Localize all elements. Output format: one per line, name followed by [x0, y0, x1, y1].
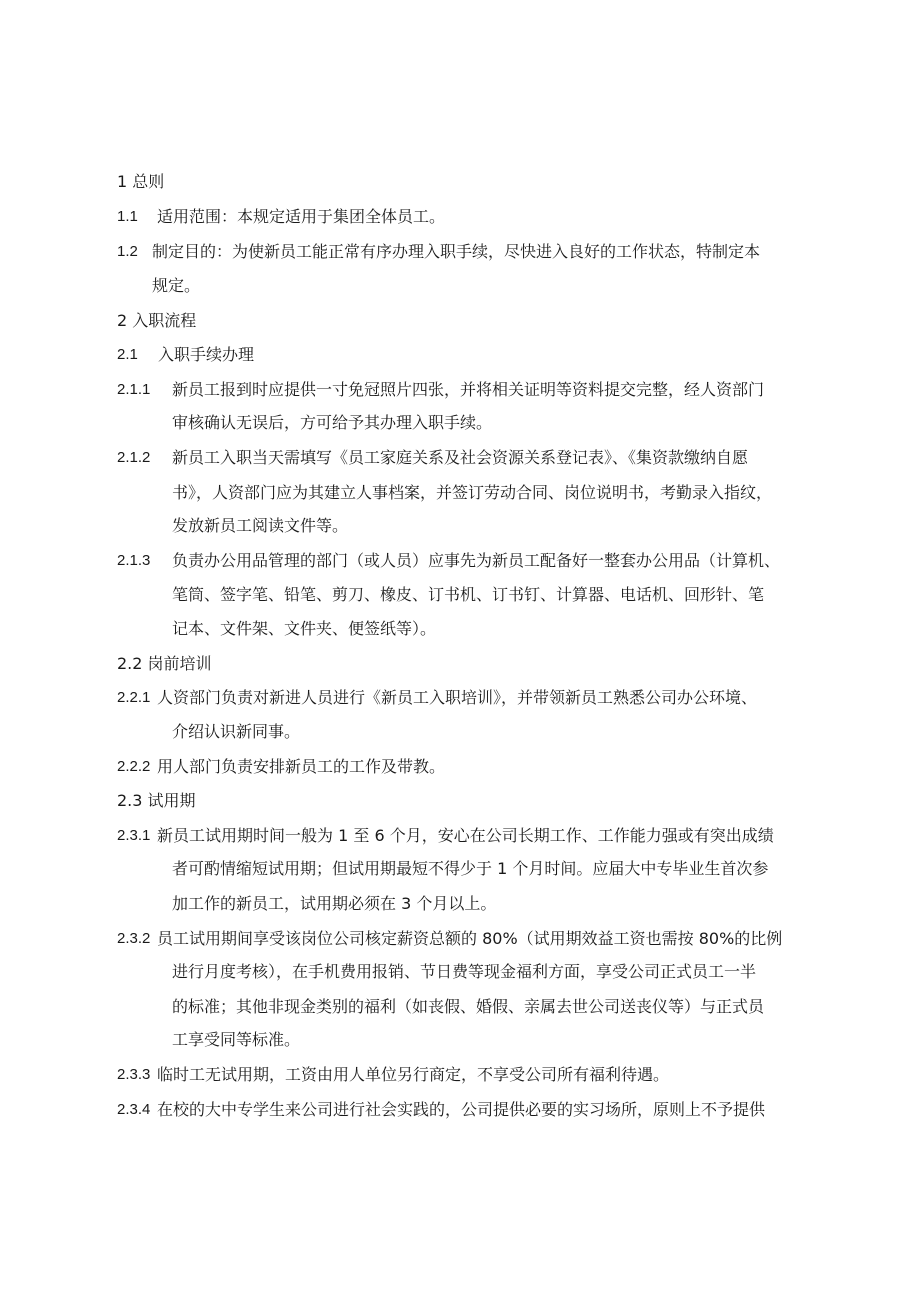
section-title: 2 入职流程 — [117, 311, 197, 330]
clause-number: 1.2 — [117, 243, 138, 260]
clause-text: 介绍认识新同事。 — [172, 722, 301, 741]
clause-number: 2.3.4 — [117, 1101, 151, 1118]
clause-text: 规定。 — [152, 276, 201, 295]
clause-text: 新员工入职当天需填写《员工家庭关系及社会资源关系登记表》、《集资款缴纳自愿 — [172, 448, 749, 467]
clause-text: 新员工报到时应提供一寸免冠照片四张，并将相关证明等资料提交完整，经人资部门 — [172, 380, 765, 399]
subsection-title: 2.2 岗前培训 — [117, 654, 212, 673]
clause-number: 2.2.1 — [117, 689, 151, 706]
clause-text: 发放新员工阅读文件等。 — [172, 516, 349, 535]
clause-text: 加工作的新员工，试用期必须在 3 个月以上。 — [172, 894, 497, 913]
clause-number: 2.3.3 — [117, 1066, 151, 1083]
clause-text: 进行月度考核），在手机费用报销、节日费等现金福利方面，享受公司正式员工一半 — [172, 962, 757, 981]
clause-text: 负责办公用品管理的部门（或人员）应事先为新员工配备好一整套办公用品（计算机、 — [172, 551, 781, 570]
subsection-number: 2.1 — [117, 346, 138, 363]
clause-number: 2.2.2 — [117, 758, 151, 775]
clause-text: 的标准；其他非现金类别的福利（如丧假、婚假、亲属去世公司送丧仪等）与正式员 — [172, 997, 765, 1016]
clause-text: 新员工试用期时间一般为 1 至 6 个月，安心在公司长期工作、工作能力强或有突出成绩 — [157, 826, 774, 845]
clause-number: 2.1.1 — [117, 381, 151, 398]
clause-number: 1.1 — [117, 208, 138, 225]
clause-text: 审核确认无误后，方可给予其办理入职手续。 — [172, 413, 493, 432]
subsection-title: 入职手续办理 — [158, 345, 255, 364]
clause-number: 2.1.3 — [117, 552, 151, 569]
clause-text: 制定目的：为使新员工能正常有序办理入职手续，尽快进入良好的工作状态，特制定本 — [152, 242, 761, 261]
clause-text: 笔筒、签字笔、铅笔、剪刀、橡皮、订书机、订书钉、计算器、电话机、回形针、笔 — [172, 585, 765, 604]
clause-number: 2.3.1 — [117, 827, 151, 844]
clause-text: 者可酌情缩短试用期；但试用期最短不得少于 1 个月时间。应届大中专毕业生首次参 — [172, 859, 769, 878]
clause-text: 人资部门负责对新进人员进行《新员工入职培训》，并带领新员工熟悉公司办公环境、 — [157, 688, 758, 707]
section-title: 1 总则 — [117, 172, 165, 191]
clause-text: 书》，人资部门应为其建立人事档案，并签订劳动合同、岗位说明书，考勤录入指纹， — [172, 483, 773, 502]
clause-text: 员工试用期间享受该岗位公司核定薪资总额的 80%（试用期效益工资也需按 80%的比例 — [157, 929, 783, 948]
clause-text: 临时工无试用期，工资由用人单位另行商定，不享受公司所有福利待遇。 — [157, 1065, 670, 1084]
clause-text: 用人部门负责安排新员工的工作及带教。 — [157, 757, 446, 776]
clause-number: 2.3.2 — [117, 930, 151, 947]
clause-number: 2.1.2 — [117, 449, 151, 466]
subsection-title: 2.3 试用期 — [117, 791, 196, 810]
clause-text: 记本、文件架、文件夹、便签纸等）。 — [172, 619, 437, 638]
clause-text: 工享受同等标准。 — [172, 1030, 301, 1049]
clause-text: 适用范围：本规定适用于集团全体员工。 — [157, 207, 446, 226]
clause-text: 在校的大中专学生来公司进行社会实践的，公司提供必要的实习场所，原则上不予提供 — [157, 1100, 766, 1119]
